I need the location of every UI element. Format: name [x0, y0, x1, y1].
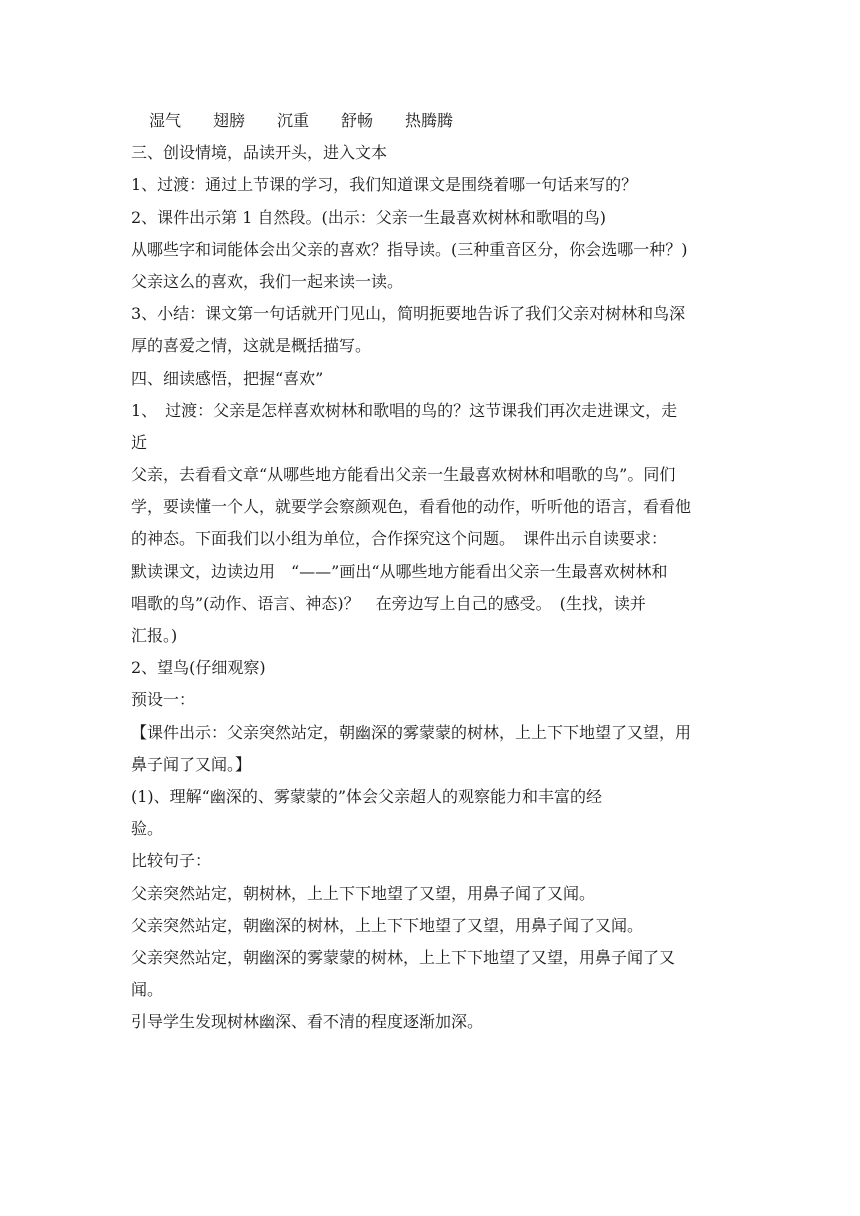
comparison-sentence: 父亲突然站定，朝幽深的雾蒙蒙的树林，上上下下地望了又望，用鼻子闻了又 [131, 947, 676, 967]
document-body [131, 105, 741, 1038]
paragraph-line: 1、 过渡：父亲是怎样喜欢树林和歌唱的鸟的？这节课我们再次走进课文，走 [131, 400, 678, 420]
paragraph-line: 引导学生发现树林幽深、看不清的程度逐渐加深。 [131, 1012, 484, 1032]
paragraph-line: 学，要读懂一个人，就要学会察颜观色，看看他的动作，听听他的语言，看看他 [131, 497, 692, 517]
paragraph-line: 闻。 [131, 980, 164, 1000]
paragraph-line: 1、过渡：通过上节课的学习，我们知道课文是围绕着哪一句话来写的？ [131, 175, 638, 195]
vocabulary-line: 湿气 翅膀 沉重 舒畅 热腾腾 [149, 111, 454, 130]
paragraph-line: (1)、理解“幽深的、雾蒙蒙的”体会父亲超人的观察能力和丰富的经 [131, 786, 603, 806]
paragraph-line: 近 [131, 432, 148, 452]
comparison-sentence: 父亲突然站定，朝树林，上上下下地望了又望，用鼻子闻了又闻。 [131, 883, 596, 903]
paragraph-line: 从哪些字和词能体会出父亲的喜欢？指导读。(三种重音区分，你会选哪一种？) [131, 239, 688, 259]
paragraph-line: 汇报。) [131, 626, 178, 645]
paragraph-line: 【课件出示：父亲突然站定，朝幽深的雾蒙蒙的树林，上上下下地望了又望，用 [131, 722, 692, 742]
comparison-sentence: 父亲突然站定，朝幽深的树林，上上下下地望了又望，用鼻子闻了又闻。 [131, 915, 644, 935]
paragraph-line: 比较句子： [131, 851, 212, 871]
paragraph-line: 默读课文，边读边用 “——”画出“从哪些地方能看出父亲一生最喜欢树林和 [131, 561, 668, 581]
subheading-line: 2、望鸟(仔细观察) [131, 658, 266, 678]
paragraph-line: 验。 [131, 819, 164, 839]
section-heading-3: 三、创设情境，品读开头，进入文本 [131, 143, 388, 163]
paragraph-line: 厚的喜爱之情，这就是概括描写。 [131, 336, 372, 356]
paragraph-line: 3、小结：课文第一句话就开门见山，简明扼要地告诉了我们父亲对树林和鸟深 [131, 304, 686, 324]
paragraph-line: 的神态。下面我们以小组为单位，合作探究这个问题。 课件出示自读要求： [131, 529, 668, 549]
section-heading-4: 四、细读感悟，把握“喜欢” [131, 368, 324, 388]
paragraph-line: 鼻子闻了又闻。】 [131, 754, 252, 774]
paragraph-line: 父亲，去看看文章“从哪些地方能看出父亲一生最喜欢树林和唱歌的鸟”。同们 [131, 465, 676, 485]
paragraph-line: 父亲这么的喜欢，我们一起来读一读。 [131, 271, 404, 291]
paragraph-line: 唱歌的鸟”(动作、语言、神态)？ 在旁边写上自己的感受。 (生找，读并 [131, 593, 646, 613]
paragraph-line: 预设一： [131, 690, 196, 710]
paragraph-line: 2、课件出示第 1 自然段。(出示：父亲一生最喜欢树林和歌唱的鸟) [131, 207, 607, 227]
